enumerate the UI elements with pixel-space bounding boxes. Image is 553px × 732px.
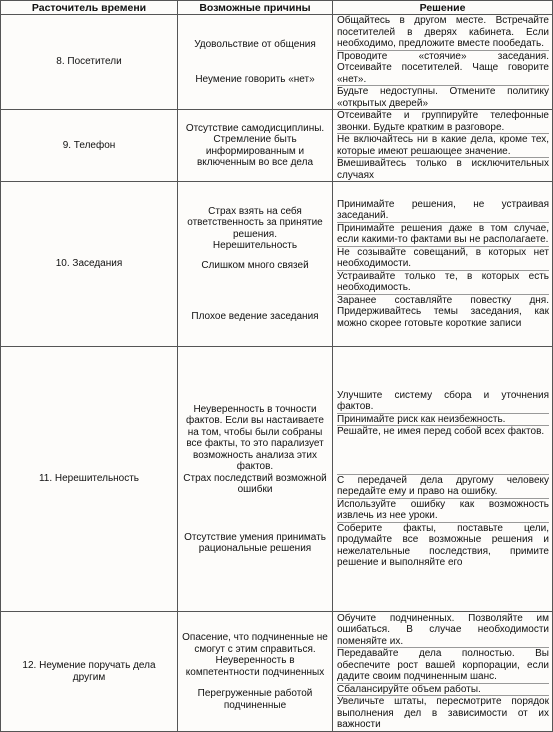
solution-item: С передачей дела другому человеку передайте ему и право на ошибку.	[337, 474, 549, 497]
solution-item: Принимайте решения, не устраивая заседаний.	[337, 198, 549, 222]
header-solution: Решение	[333, 1, 553, 15]
causes-cell	[178, 110, 333, 182]
cause-item: Страх последствий возможной ошибки	[183, 472, 327, 495]
causes-cell	[178, 347, 333, 612]
solution-item: Соберите факты, поставьте цели, продумайте все возможные решения и нежелательные последствия, примите решение и выполняйте его	[337, 522, 549, 568]
solutions-cell	[333, 15, 553, 110]
solution-item: Используйте ошибку как возможность извлечь из нее уроки.	[337, 498, 549, 521]
time-waster-cell: 12. Неумение поручать дела другим	[1, 612, 178, 732]
causes-cell	[178, 15, 333, 110]
solution-item: Увеличьте штаты, пересмотрите порядок выполнения дел в зависимости от их важности	[337, 696, 549, 730]
solutions-cell	[333, 347, 553, 612]
header-time-waster: Расточитель времени	[1, 1, 178, 15]
solution-item: Не созывайте совещаний, в которых нет необходимости.	[337, 246, 549, 270]
cause-item: Стремление быть информированным и включенным во все дела	[196, 134, 314, 168]
cause-item: Неуверенность в компетентности подчиненных	[185, 655, 325, 678]
cause-item: Перегруженные работой подчиненные	[197, 688, 313, 711]
table-row	[1, 15, 553, 110]
cause-item: Слишком много связей	[201, 259, 309, 271]
cause-item: Отсутствие умения принимать рациональные решения	[184, 531, 326, 554]
solution-item: Улучшите систему сбора и уточнения фактов.	[337, 389, 549, 412]
cause-item: Удовольствие от общения	[194, 38, 316, 50]
solution-item: Общайтесь в другом месте. Встречайте посетителей в дверях кабинета. Если необходимо, предложите вместе пообедать.	[337, 15, 549, 49]
header-row	[1, 1, 553, 15]
solution-item: Обучите подчиненных. Позволяйте им ошибаться. В случае необходимости поменяйте их.	[337, 612, 549, 647]
solution-item: Решайте, не имея перед собой всех фактов.	[337, 426, 545, 437]
solution-item: Принимайте риск как неизбежность.	[337, 414, 549, 427]
solution-item: Отсеивайте и группируйте телефонные звонки. Будьте кратким в разговоре.	[337, 110, 549, 133]
time-waster-cell: 11. Нерешительность	[1, 347, 178, 612]
cause-item: Отсутствие самодисциплины.	[185, 122, 325, 134]
table-row	[1, 612, 553, 732]
header-possible-causes: Возможные причины	[178, 1, 333, 15]
solution-item: Не включайтесь ни в какие дела, кроме тех, которые имеют решающее значение.	[337, 134, 549, 157]
table-row	[1, 110, 553, 182]
solution-item: Сбалансируйте объем работы.	[337, 684, 549, 697]
time-waster-cell: 9. Телефон	[1, 110, 178, 182]
solution-item: Устраивайте только те, в которых есть необходимость.	[337, 270, 549, 294]
solutions-cell	[333, 182, 553, 347]
solutions-cell	[333, 612, 553, 732]
table-row	[1, 347, 553, 612]
solutions-cell	[333, 110, 553, 182]
solution-item: Принимайте решения даже в том случае, если какими-то фактами вы не располагаете.	[337, 222, 549, 246]
solution-item: Проводите «стоячие» заседания. Отсеивайте посетителей. Чаще говорите «нет».	[337, 50, 549, 85]
cause-item: Страх взять на себя ответственность за принятие решения.	[187, 205, 323, 240]
causes-cell	[178, 182, 333, 347]
solution-item: Передавайте дела полностью. Вы обеспечите рост вашей корпорации, если дадите своим подчиненным шанс.	[337, 648, 549, 682]
cause-item: Нерешительность	[212, 240, 298, 251]
cause-item: Плохое ведение заседания	[191, 311, 319, 322]
solution-item: Вмешивайтесь только в исключительных случаях	[337, 158, 549, 181]
solution-item: Заранее составляйте повестку дня. Придерживайтесь темы заседания, как можно скорее готовьте короткие записи	[337, 294, 549, 329]
table-row	[1, 182, 553, 347]
time-waster-cell: 10. Заседания	[1, 182, 178, 347]
time-waster-cell: 8. Посетители	[1, 15, 178, 110]
cause-item: Неумение говорить «нет»	[195, 74, 315, 85]
causes-cell	[178, 612, 333, 732]
cause-item: Опасение, что подчиненные не смогут с этим справиться.	[182, 632, 328, 655]
cause-item: Неуверенность в точности фактов. Если вы настаиваете на том, чтобы были собраны все факты, то это парализует возможность анализа этих фактов.	[186, 403, 324, 472]
solution-item: Будьте недоступны. Отмените политику «открытых дверей»	[337, 86, 549, 109]
